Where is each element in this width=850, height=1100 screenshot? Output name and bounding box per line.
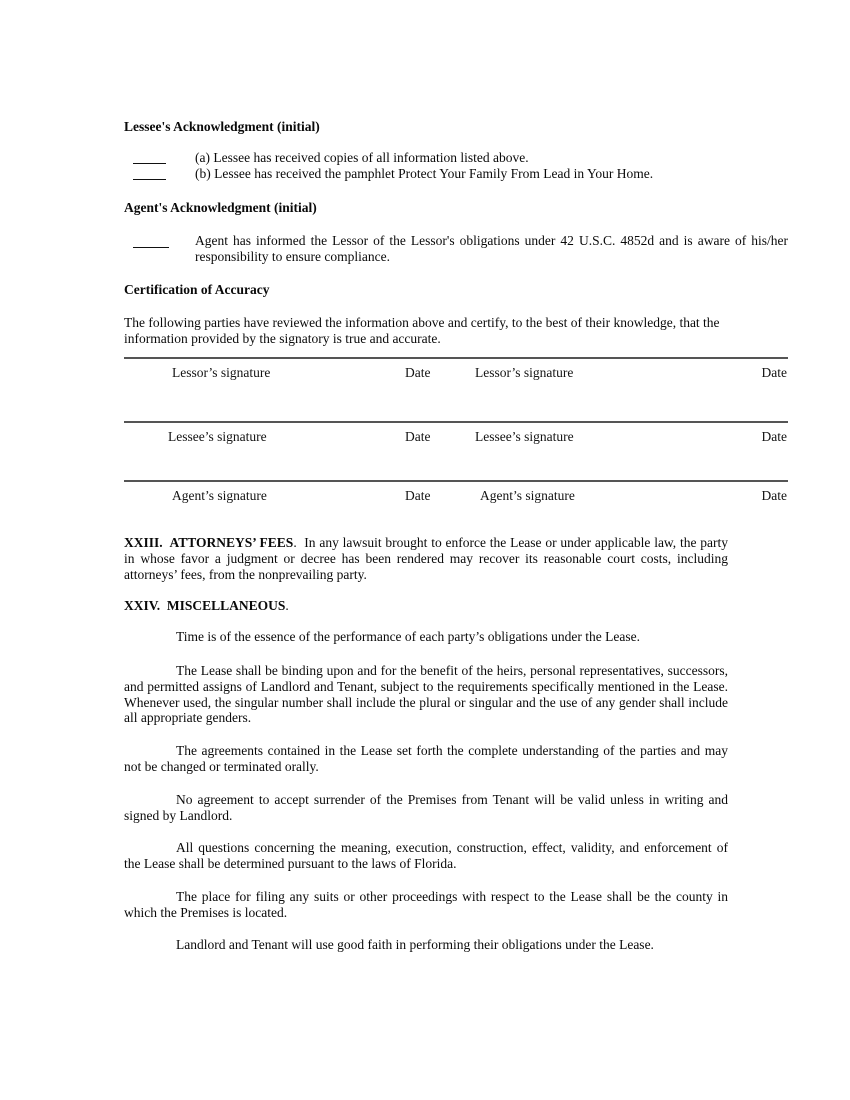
certification-heading: Certification of Accuracy [124,282,270,297]
agent-initial-blank[interactable] [133,235,169,248]
initial-blank-a[interactable] [133,151,166,164]
lessee-signature-label-left: Lessee’s signature [168,429,267,444]
attorneys-fees-heading: XXIII. ATTORNEYS’ FEES [124,535,294,550]
lessor-date-label-right: Date [761,365,787,380]
agent-date-label-right: Date [761,488,787,503]
signature-row-lessor[interactable] [124,357,788,391]
lessor-signature-label-left: Lessor’s signature [172,365,271,380]
lessee-initial-text-a: (a) Lessee has received copies of all information listed above. [195,150,529,165]
attorneys-fees-paragraph [124,535,728,582]
lessee-date-label-right: Date [761,429,787,444]
lessee-acknowledgment-heading: Lessee's Acknowledgment (initial) [124,119,320,134]
agent-signature-label-left: Agent’s signature [172,488,267,503]
signature-row-lessee[interactable] [124,421,788,455]
misc-paragraph-surrender: No agreement to accept surrender of the Premises from Tenant will be valid unless in writing and signed by Landlord. [124,791,728,823]
lease-body [124,535,728,968]
agent-initial-line [124,233,788,267]
misc-paragraph-binding-heirs: The Lease shall be binding upon and for the benefit of the heirs, personal representatives, successors, and permitted assigns of Landlord and Tenant, subject to the requirements specifically mentioned in the Lease. Whenever used, the singular number shall include the plural or singular and the use of any gender shall include all appropriate genders. [124,662,728,726]
agent-acknowledgment-text: Agent has informed the Lessor of the Lessor's obligations under 42 U.S.C. 4852d and is aware of his/her responsibility to ensure compliance. [195,233,788,264]
misc-paragraph-filing-suits: The place for filing any suits or other proceedings with respect to the Lease shall be the county in which the Premises is located. [124,888,728,920]
lessee-date-label-left: Date [405,429,431,444]
agent-acknowledgment-heading: Agent's Acknowledgment (initial) [124,200,317,215]
attorneys-fees-text: . In any lawsuit brought to enforce the Lease or under applicable law, the party in whose favor a judgment or decree has been rendered may recover its reasonable court costs, including attorneys’ fees, from the nonprevailing party. [124,535,729,582]
miscellaneous-heading-line [124,598,728,614]
agent-date-label-left: Date [405,488,431,503]
certification-text: The following parties have reviewed the information above and certify, to the best of their knowledge, that the information provided by the signatory is true and accurate. [124,315,720,346]
misc-paragraph-agreements: The agreements contained in the Lease set forth the complete understanding of the parties and may not be changed or terminated orally. [124,743,728,774]
agent-signature-label-right: Agent’s signature [480,488,575,503]
miscellaneous-heading-period: . [285,598,289,614]
lessor-signature-label-right: Lessor’s signature [475,365,574,380]
lessee-signature-label-right: Lessee’s signature [475,429,574,444]
lessee-initial-line-b [124,166,788,183]
miscellaneous-heading: XXIV. MISCELLANEOUS [124,598,286,614]
misc-paragraph-good-faith: Landlord and Tenant will use good faith in performing their obligations under the Lease. [176,936,654,952]
misc-paragraph-time-of-essence: Time is of the essence of the performance of each party’s obligations under the Lease. [176,629,640,645]
lessor-date-label-left: Date [405,365,431,380]
signature-row-agent[interactable] [124,480,788,514]
initial-blank-b[interactable] [133,167,166,180]
lessee-initial-text-b: (b) Lessee has received the pamphlet Protect Your Family From Lead in Your Home. [195,166,654,181]
lessee-initial-line-a [124,150,788,167]
misc-paragraph-laws-of-florida: All questions concerning the meaning, execution, construction, effect, validity, and enforcement of the Lease shall be determined pursuant to the laws of Florida. [124,840,728,872]
